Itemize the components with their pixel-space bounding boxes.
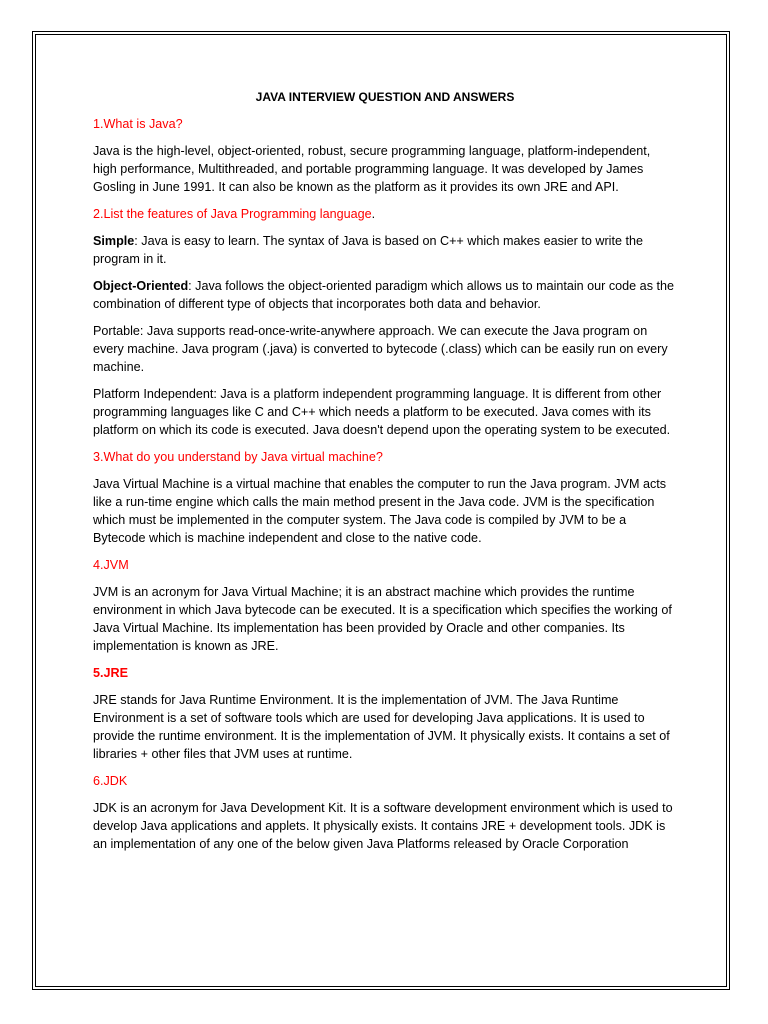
feature-simple-text: : Java is easy to learn. The syntax of Java is based on C++ which makes easier to write the program in it. [93,234,643,266]
answer-1: Java is the high-level, object-oriented, robust, secure programming language, platform-independent, high performance, Multithreaded, and portable programming language. It was developed by James Gosling in June 1991. It can also be known as the platform as it provides its own JRE and API. [93,144,651,194]
question-4: 4.JVM [93,558,129,572]
question-5: 5.JRE [93,666,129,680]
question-2-text: 2.List the features of Java Programming language [93,207,372,221]
feature-simple-label: Simple [93,234,135,248]
feature-object-oriented [93,277,677,313]
feature-simple [93,232,677,268]
document-content [93,88,677,862]
feature-platform-independent: Platform Independent: Java is a platform independent programming language. It is different from other programming languages like C and C++ which needs a platform to be executed. Java comes with its platform on which its code is executed. Java doesn't depend upon the operating system to be executed. [93,387,671,437]
feature-portable: Portable: Java supports read-once-write-anywhere approach. We can execute the Java program on every machine. Java program (.java) is converted to bytecode (.class) which can be easily run on every machine. [93,324,668,374]
question-2-suffix: . [371,207,376,221]
question-2 [93,205,677,223]
question-3: 3.What do you understand by Java virtual machine? [93,450,383,464]
feature-oo-label: Object-Oriented [93,279,189,293]
question-1: 1.What is Java? [93,117,183,131]
document-title: JAVA INTERVIEW QUESTION AND ANSWERS [255,90,515,104]
answer-5: JRE stands for Java Runtime Environment. It is the implementation of JVM. The Java Runtime Environment is a set of software tools which are used for developing Java applications. It is used to provide the runtime environment. It is the implementation of JVM. It physically exists. It contains a set of libraries + other files that JVM uses at runtime. [93,693,670,761]
question-6: 6.JDK [93,774,128,788]
answer-4: JVM is an acronym for Java Virtual Machine; it is an abstract machine which provides the runtime environment in which Java bytecode can be executed. It is a specification which specifies the working of Java Virtual Machine. Its implementation has been provided by Oracle and other companies. Its implementation is known as JRE. [93,585,672,653]
feature-oo-text: : Java follows the object-oriented paradigm which allows us to maintain our code as the combination of different type of objects that incorporates both data and behavior. [93,279,674,311]
answer-3: Java Virtual Machine is a virtual machine that enables the computer to run the Java program. JVM acts like a run-time engine which calls the main method present in the Java code. JVM is the specification which must be implemented in the computer system. The Java code is compiled by JVM to be a Bytecode which is machine independent and close to the native code. [93,477,667,545]
answer-6: JDK is an acronym for Java Development Kit. It is a software development environment which is used to develop Java applications and applets. It physically exists. It contains JRE + development tools. JDK is an implementation of any one of the below given Java Platforms released by Oracle Corporation [93,801,673,851]
